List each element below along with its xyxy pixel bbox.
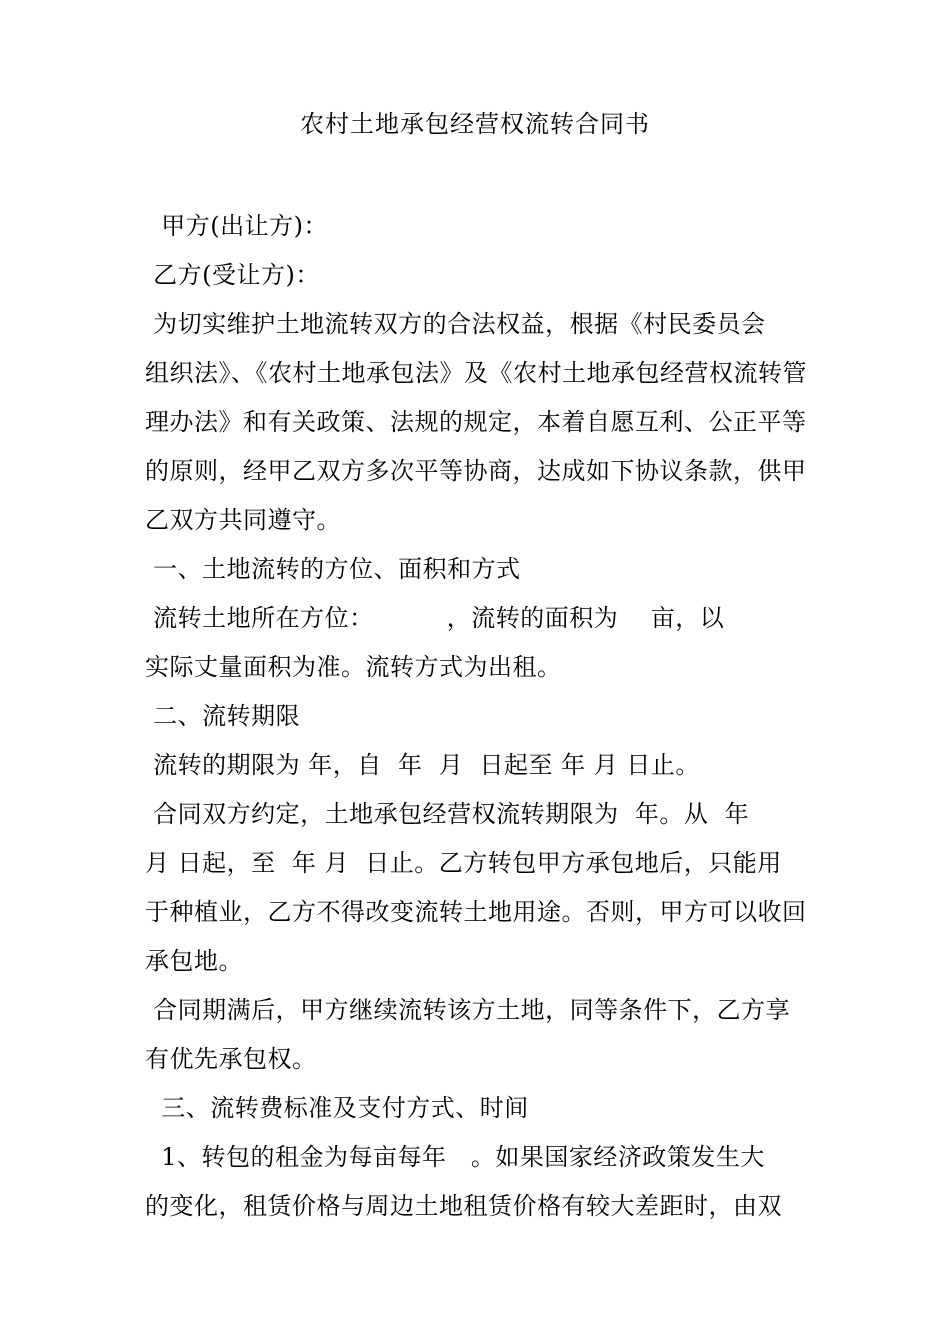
party-b-line: 乙方(受让方)： bbox=[145, 261, 320, 289]
paragraph-line: 实际丈量面积为准。流转方式为出租。 bbox=[145, 653, 562, 681]
paragraph-line: 1、转包的租金为每亩每年 。如果国家经济政策发生大 bbox=[145, 1143, 765, 1171]
paragraph-line: 于种植业，乙方不得改变流转土地用途。否则，甲方可以收回 bbox=[145, 898, 807, 926]
preamble-line: 组织法》、《农村土地承包法》及《农村土地承包经营权流转管 bbox=[145, 359, 807, 387]
paragraph-line: 承包地。 bbox=[145, 947, 243, 975]
document-body bbox=[145, 202, 809, 1231]
paragraph-line: 流转土地所在方位： ，流转的面积为 亩，以 bbox=[145, 604, 725, 632]
preamble-line: 为切实维护土地流转双方的合法权益，根据《村民委员会 bbox=[145, 310, 766, 338]
document-title: 农村土地承包经营权流转合同书 bbox=[300, 110, 650, 138]
preamble-line: 的原则，经甲乙双方多次平等协商，达成如下协议条款，供甲 bbox=[145, 457, 807, 485]
paragraph-line: 的变化，租赁价格与周边土地租赁价格有较大差距时，由双 bbox=[145, 1192, 782, 1220]
paragraph-line: 合同双方约定，土地承包经营权流转期限为 年。从 年 bbox=[145, 800, 750, 828]
party-a-line: 甲方(出让方)： bbox=[145, 212, 328, 240]
section-heading-3: 三、流转费标准及支付方式、时间 bbox=[145, 1094, 529, 1122]
section-heading-2: 二、流转期限 bbox=[145, 702, 301, 730]
preamble-line: 理办法》和有关政策、法规的规定，本着自愿互利、公正平等 bbox=[145, 408, 807, 436]
section-heading-1: 一、土地流转的方位、面积和方式 bbox=[145, 555, 521, 583]
paragraph-line: 合同期满后，甲方继续流转该方土地，同等条件下，乙方享 bbox=[145, 996, 791, 1024]
paragraph-line: 月 日起，至 年 月 日止。乙方转包甲方承包地后，只能用 bbox=[145, 849, 782, 877]
preamble-line: 乙双方共同遵守。 bbox=[145, 506, 341, 534]
paragraph-line: 有优先承包权。 bbox=[145, 1045, 317, 1073]
paragraph-line: 流转的期限为 年，自 年 月 日起至 年 月 日止。 bbox=[145, 751, 700, 779]
